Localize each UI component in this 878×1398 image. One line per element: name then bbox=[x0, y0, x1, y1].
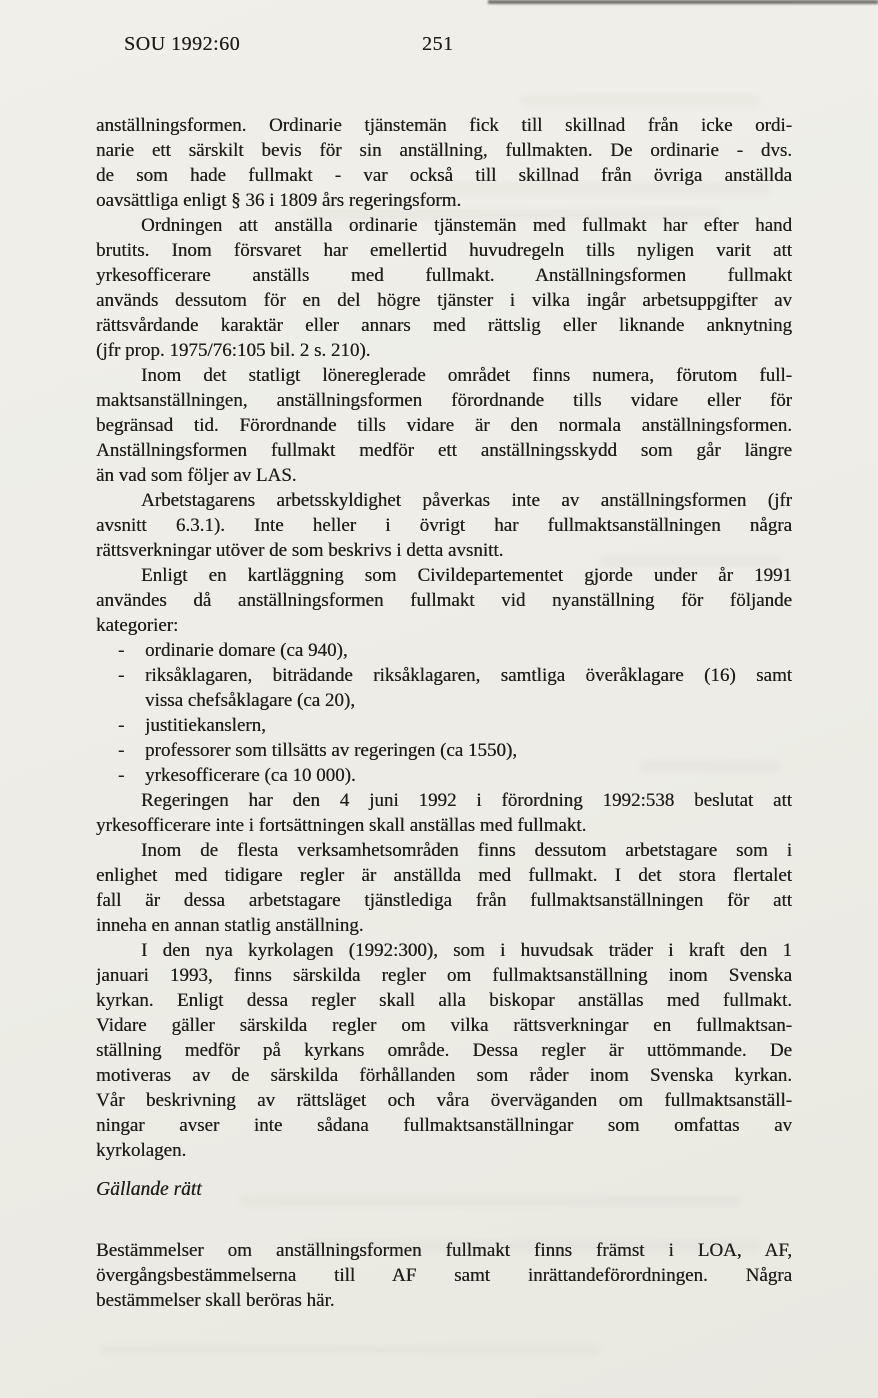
header-journal-title: SOU 1992:60 bbox=[124, 33, 241, 55]
list-item bbox=[96, 763, 792, 788]
list-item-line: justitiekanslern, bbox=[145, 715, 266, 736]
text-line: de som hade fullmakt - var också till skillnad från övriga anställda bbox=[96, 165, 792, 186]
dash-marker: - bbox=[118, 715, 125, 736]
dash-marker: - bbox=[118, 665, 125, 686]
text-line: Regeringen har den 4 juni 1992 i förordning 1992:538 beslutat att bbox=[141, 790, 792, 811]
text-line: Vidare gäller särskilda regler om vilka rättsverkningar en fullmaktsan- bbox=[96, 1015, 792, 1036]
text-line: oavsättliga enligt § 36 i 1809 års regeringsform. bbox=[96, 190, 462, 211]
text-line: ställning medför på kyrkans område. Dessa regler är uttömmande. De bbox=[96, 1040, 792, 1061]
list-item-line: professorer som tillsätts av regeringen (ca 1550), bbox=[145, 740, 517, 761]
text-block bbox=[96, 113, 792, 1313]
text-line: rättsvårdande karaktär eller annars med rättslig eller liknande anknytning bbox=[96, 315, 792, 336]
text-line: Anställningsformen fullmakt medför ett anställningsskydd som går längre bbox=[96, 440, 792, 461]
text-line: januari 1993, finns särskilda regler om fullmaktsanställning inom Svenska bbox=[96, 965, 792, 986]
text-line: kyrkan. Enligt dessa regler skall alla biskopar anställas med fullmakt. bbox=[96, 990, 792, 1011]
list-item-line: vissa chefsåklagare (ca 20), bbox=[145, 690, 355, 711]
dash-marker: - bbox=[118, 740, 125, 761]
text-line: yrkesofficerare inte i fortsättningen skall anställas med fullmakt. bbox=[96, 815, 587, 836]
text-line: används dessutom för en del högre tjänster i vilka ingår arbetsuppgifter av bbox=[96, 290, 792, 311]
text-line: avsnitt 6.3.1). Inte heller i övrigt har fullmaktsanställningen några bbox=[96, 515, 792, 536]
text-line: (jfr prop. 1975/76:105 bil. 2 s. 210). bbox=[96, 340, 371, 361]
list-item bbox=[96, 663, 792, 713]
text-line: kategorier: bbox=[96, 615, 179, 636]
text-line: yrkesofficerare anställs med fullmakt. Anställningsformen fullmakt bbox=[96, 265, 792, 286]
text-line: Arbetstagarens arbetsskyldighet påverkas inte av anställningsformen (jfr bbox=[141, 490, 792, 511]
text-line: Enligt en kartläggning som Civildepartementet gjorde under år 1991 bbox=[141, 565, 792, 586]
text-line: övergångsbestämmelserna till AF samt inrättandeförordningen. Några bbox=[96, 1265, 792, 1286]
dash-marker: - bbox=[118, 640, 125, 661]
text-line: begränsad tid. Förordnande tills vidare är den normala anställningsformen. bbox=[96, 415, 792, 436]
text-line: användes då anställningsformen fullmakt vid nyanställning för följande bbox=[96, 590, 792, 611]
text-line: maktsanställningen, anställningsformen förordnande tills vidare eller för bbox=[96, 390, 792, 411]
list-item-line: riksåklagaren, biträdande riksåklagaren, samtliga överåklagare (16) samt bbox=[145, 665, 792, 686]
text-line: Bestämmelser om anställningsformen fullmakt finns främst i LOA, AF, bbox=[96, 1240, 792, 1261]
scan-edge-artifact bbox=[488, 0, 878, 4]
text-line: än vad som följer av LAS. bbox=[96, 465, 297, 486]
text-line: enlighet med tidigare regler är anställda med fullmakt. I det stora flertalet bbox=[96, 865, 792, 886]
text-line: Inom det statligt lönereglerade området finns numera, förutom full- bbox=[141, 365, 792, 386]
text-line: Inom de flesta verksamhetsområden finns dessutom arbetstagare som i bbox=[141, 840, 792, 861]
header-page-number: 251 bbox=[422, 33, 454, 55]
text-line: Vår beskrivning av rättsläget och våra överväganden om fullmaktsanställ- bbox=[96, 1090, 792, 1111]
dash-marker: - bbox=[118, 765, 125, 786]
text-line: Ordningen att anställa ordinarie tjänstemän med fullmakt har efter hand bbox=[141, 215, 792, 236]
text-line: rättsverkningar utöver de som beskrivs i detta avsnitt. bbox=[96, 540, 504, 561]
list-item-line: ordinarie domare (ca 940), bbox=[145, 640, 348, 661]
text-line: inneha en annan statlig anställning. bbox=[96, 915, 364, 936]
list-item-line: yrkesofficerare (ca 10 000). bbox=[145, 765, 356, 786]
list-item bbox=[96, 713, 792, 738]
bleed-through-artifact bbox=[100, 1345, 600, 1355]
text-line: motiveras av de särskilda förhållanden som råder inom Svenska kyrkan. bbox=[96, 1065, 792, 1086]
text-line: narie ett särskilt bevis för sin anställning, fullmakten. De ordinarie - dvs. bbox=[96, 140, 792, 161]
text-line: ningar avser inte sådana fullmaktsanställningar som omfattas av bbox=[96, 1115, 792, 1136]
text-line: brutits. Inom försvaret har emellertid huvudregeln tills nyligen varit att bbox=[96, 240, 792, 261]
bleed-through-artifact bbox=[520, 95, 760, 107]
list-item bbox=[96, 738, 792, 763]
text-line: I den nya kyrkolagen (1992:300), som i huvudsak träder i kraft den 1 bbox=[141, 940, 792, 961]
section-heading: Gällande rätt bbox=[96, 1179, 202, 1200]
text-line: kyrkolagen. bbox=[96, 1140, 187, 1161]
list-item bbox=[96, 638, 792, 663]
text-line: fall är dessa arbetstagare tjänstlediga från fullmaktsanställningen för att bbox=[96, 890, 792, 911]
text-line: bestämmelser skall beröras här. bbox=[96, 1290, 335, 1311]
text-line: anställningsformen. Ordinarie tjänstemän fick till skillnad från icke ordi- bbox=[96, 115, 792, 136]
